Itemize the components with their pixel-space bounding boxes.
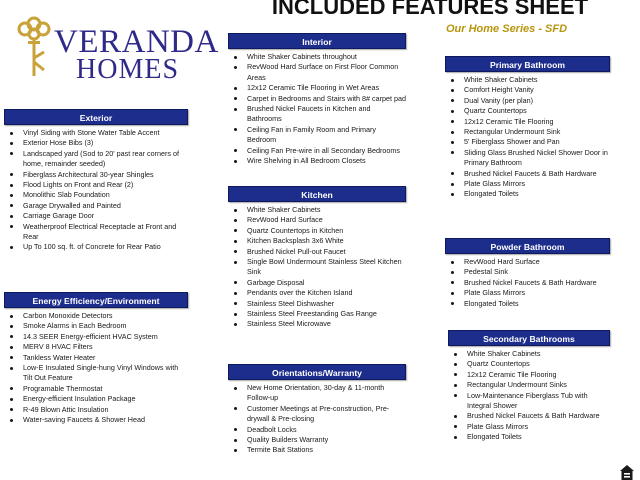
- feature-item: Carpet in Bedrooms and Stairs with 8# carpet pad: [228, 94, 406, 104]
- feature-item: White Shaker Cabinets: [448, 349, 610, 359]
- feature-item: White Shaker Cabinets: [445, 75, 610, 85]
- section-powder-bathroom: [445, 238, 610, 309]
- feature-item: Quartz Countertops in Kitchen: [228, 226, 406, 236]
- logo-wordmark-top: VERANDA: [54, 24, 219, 60]
- feature-item: Single Bowl Undermount Stainless Steel Kitchen Sink: [228, 257, 406, 278]
- feature-item: Garbage Disposal: [228, 278, 406, 288]
- feature-item: R-49 Blown Attic Insulation: [4, 405, 188, 415]
- feature-item: Ceiling Fan in Family Room and Primary Bedroom: [228, 125, 406, 146]
- feature-item: Low-E Insulated Single-hung Vinyl Windows with Tilt Out Feature: [4, 363, 188, 384]
- page-subtitle: Our Home Series - SFD: [446, 23, 568, 35]
- feature-list-secondary-bathrooms: [448, 349, 610, 443]
- feature-item: 12x12 Ceramic Tile Flooring: [445, 117, 610, 127]
- feature-item: Water-saving Faucets & Shower Head: [4, 415, 188, 425]
- section-orientations-warranty: [228, 364, 406, 456]
- feature-item: White Shaker Cabinets: [228, 205, 406, 215]
- feature-item: Exterior Hose Bibs (3): [4, 138, 188, 148]
- feature-item: Termite Bait Stations: [228, 445, 406, 455]
- feature-list-energy-efficiency: [4, 311, 188, 425]
- section-header-kitchen: Kitchen: [228, 186, 406, 202]
- feature-item: Ceiling Fan Pre-wire in all Secondary Bedrooms: [228, 146, 406, 156]
- feature-item: Tankless Water Heater: [4, 353, 188, 363]
- feature-item: RevWood Hard Surface: [228, 215, 406, 225]
- feature-item: Plate Glass Mirrors: [445, 179, 610, 189]
- logo: [14, 10, 219, 85]
- feature-item: RevWood Hard Surface: [445, 257, 610, 267]
- feature-item: Carriage Garage Door: [4, 211, 188, 221]
- section-header-energy-efficiency: Energy Efficiency/Environment: [4, 292, 188, 308]
- feature-item: Pendants over the Kitchen Island: [228, 288, 406, 298]
- feature-item: Quartz Countertops: [448, 359, 610, 369]
- feature-item: Landscaped yard (Sod to 20' past rear corners of home, remainder seeded): [4, 149, 188, 170]
- feature-item: Energy-efficient Insulation Package: [4, 394, 188, 404]
- feature-item: Elongated Toilets: [448, 432, 610, 442]
- feature-item: Quartz Countertops: [445, 106, 610, 116]
- feature-item: Up To 100 sq. ft. of Concrete for Rear Patio: [4, 242, 188, 252]
- section-energy-efficiency: [4, 292, 188, 425]
- logo-wordmark-bottom: HOMES: [76, 54, 180, 85]
- feature-item: Brushed Nickel Faucets & Bath Hardware: [448, 411, 610, 421]
- feature-item: Vinyl Siding with Stone Water Table Accent: [4, 128, 188, 138]
- feature-item: Plate Glass Mirrors: [445, 288, 610, 298]
- section-exterior: [4, 109, 188, 253]
- section-kitchen: [228, 186, 406, 330]
- feature-item: Pedestal Sink: [445, 267, 610, 277]
- feature-item: 14.3 SEER Energy-efficient HVAC System: [4, 332, 188, 342]
- section-secondary-bathrooms: [448, 330, 610, 443]
- feature-item: Customer Meetings at Pre-construction, Pre-drywall & Pre-closing: [228, 404, 406, 425]
- feature-item: Rectangular Undermount Sinks: [448, 380, 610, 390]
- feature-item: Brushed Nickel Faucets & Bath Hardware: [445, 278, 610, 288]
- feature-item: Comfort Height Vanity: [445, 85, 610, 95]
- page-title: INCLUDED FEATURES SHEET: [271, 0, 589, 19]
- feature-item: 12x12 Ceramic Tile Flooring in Wet Areas: [228, 83, 406, 93]
- section-header-primary-bathroom: Primary Bathroom: [445, 56, 610, 72]
- feature-item: Wire Shelving in All Bedroom Closets: [228, 156, 406, 166]
- feature-item: Stainless Steel Dishwasher: [228, 299, 406, 309]
- feature-list-exterior: [4, 128, 188, 253]
- section-header-orientations-warranty: Orientations/Warranty: [228, 364, 406, 380]
- feature-item: Brushed Nickel Pull-out Faucet: [228, 247, 406, 257]
- feature-item: Monolithic Slab Foundation: [4, 190, 188, 200]
- feature-item: Programable Thermostat: [4, 384, 188, 394]
- feature-item: Rectangular Undermount Sink: [445, 127, 610, 137]
- feature-item: Dual Vanity (per plan): [445, 96, 610, 106]
- section-primary-bathroom: [445, 56, 610, 200]
- feature-list-interior: [228, 52, 406, 166]
- feature-list-orientations-warranty: [228, 383, 406, 456]
- section-header-exterior: Exterior: [4, 109, 188, 125]
- equal-housing-icon: [619, 464, 635, 480]
- feature-item: Weatherproof Electrical Receptacle at Front and Rear: [4, 222, 188, 243]
- feature-item: Elongated Toilets: [445, 299, 610, 309]
- feature-item: White Shaker Cabinets throughout: [228, 52, 406, 62]
- feature-item: Stainless Steel Microwave: [228, 319, 406, 329]
- feature-item: Sliding Glass Brushed Nickel Shower Door in Primary Bathroom: [445, 148, 610, 169]
- feature-list-powder-bathroom: [445, 257, 610, 309]
- feature-item: 5' Fiberglass Shower and Pan: [445, 137, 610, 147]
- feature-item: Fiberglass Architectural 30-year Shingles: [4, 170, 188, 180]
- feature-list-kitchen: [228, 205, 406, 330]
- section-header-powder-bathroom: Powder Bathroom: [445, 238, 610, 254]
- feature-item: Garage Drywalled and Painted: [4, 201, 188, 211]
- feature-item: Quality Builders Warranty: [228, 435, 406, 445]
- feature-item: 12x12 Ceramic Tile Flooring: [448, 370, 610, 380]
- feature-item: Low-Maintenance Fiberglass Tub with Integral Shower: [448, 391, 610, 412]
- section-header-interior: Interior: [228, 33, 406, 49]
- feature-item: Smoke Alarms in Each Bedroom: [4, 321, 188, 331]
- feature-item: Flood Lights on Front and Rear (2): [4, 180, 188, 190]
- feature-item: Brushed Nickel Faucets & Bath Hardware: [445, 169, 610, 179]
- key-icon: [14, 10, 54, 82]
- section-header-secondary-bathrooms: Secondary Bathrooms: [448, 330, 610, 346]
- feature-item: RevWood Hard Surface on First Floor Common Areas: [228, 62, 406, 83]
- feature-item: Plate Glass Mirrors: [448, 422, 610, 432]
- feature-item: Deadbolt Locks: [228, 425, 406, 435]
- feature-item: Carbon Monoxide Detectors: [4, 311, 188, 321]
- section-interior: [228, 33, 406, 166]
- feature-item: Brushed Nickel Faucets in Kitchen and Bathrooms: [228, 104, 406, 125]
- feature-list-primary-bathroom: [445, 75, 610, 200]
- feature-item: Kitchen Backsplash 3x6 White: [228, 236, 406, 246]
- feature-item: Stainless Steel Freestanding Gas Range: [228, 309, 406, 319]
- feature-item: Elongated Toilets: [445, 189, 610, 199]
- feature-item: New Home Orientation, 30-day & 11-month Follow-up: [228, 383, 406, 404]
- feature-item: MERV 8 HVAC Filters: [4, 342, 188, 352]
